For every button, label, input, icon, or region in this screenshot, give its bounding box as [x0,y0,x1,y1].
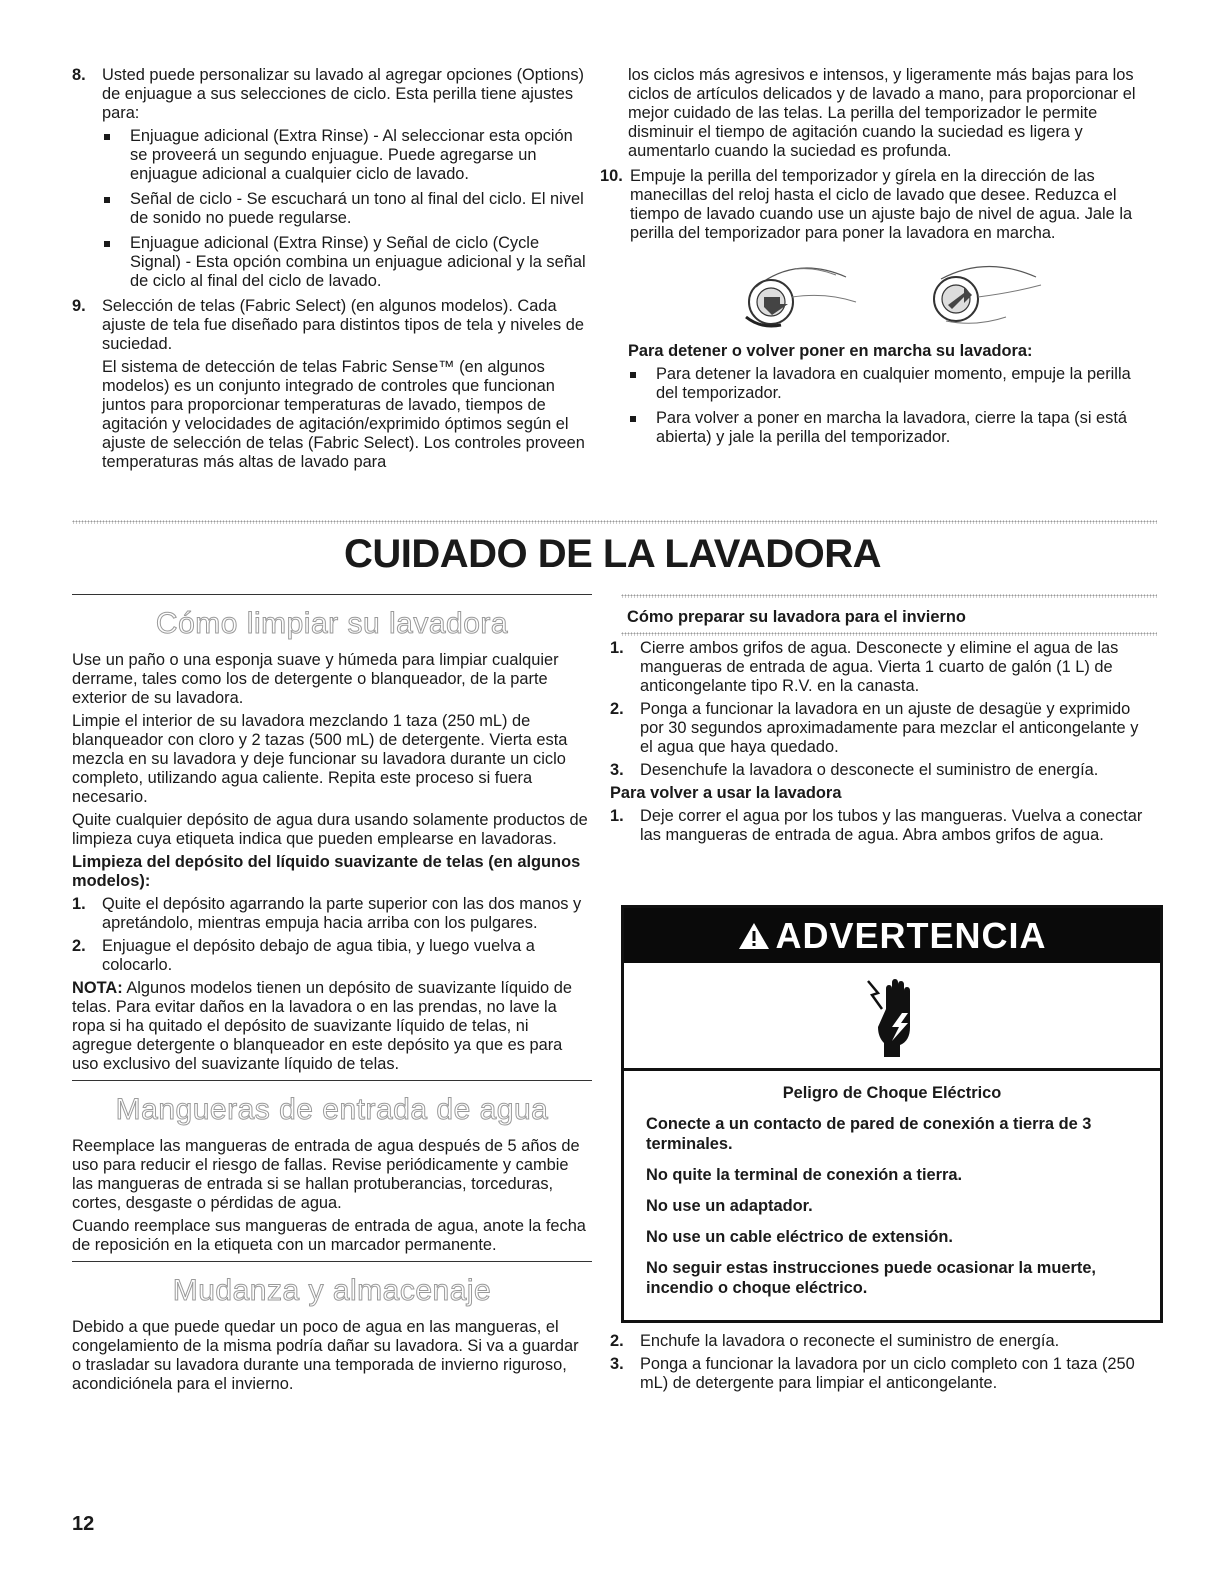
list-item [72,937,592,975]
note [72,979,592,1074]
top-left-column [72,66,592,476]
item-text: Cierre ambos grifos de agua. Desconecte y elimine el agua de las mangueras de entrada de agua. Vierta 1 cuarto de galón (1 L) de anticongelante tipo R.V. en la canasta. [640,639,1119,695]
list-item [72,895,592,933]
item-number: 10. [600,167,623,185]
item-number: 2. [610,700,624,718]
reuse-heading: Para volver a usar la lavadora [610,784,842,802]
item-number: 2. [610,1332,624,1350]
heading-rule-bottom [621,632,1157,636]
list-item [610,1355,1155,1393]
pull-knob-icon [916,257,1046,332]
hoses-heading: Mangueras de entrada de agua [115,1093,549,1126]
item-number: 8. [72,66,86,84]
paragraph: Limpie el interior de su lavadora mezclando 1 taza (250 mL) de blanqueador con cloro y 2 tazas (500 mL) de detergente. Vierta esta mezcla en su lavadora y deje funcionar su lavadora durante un ciclo completo, utilizando agua caliente. Repita este proceso si fuera necesario. [72,712,568,806]
note-label: NOTA: [72,979,123,997]
options-list [102,127,592,291]
paragraph: Use un paño o una esponja suave y húmeda para limpiar cualquier derrame, tales como los de detergente o blanqueador, de la parte exterior de su lavadora. [72,651,559,707]
list-item-8 [72,66,592,291]
shock-symbol [624,963,1160,1071]
top-right-column [600,66,1153,453]
paragraph: Cuando reemplace sus mangueras de entrada de agua, anote la fecha de reposición en la etiqueta con un marcador permanente. [72,1217,586,1254]
warning-triangle-icon [737,921,771,951]
warning-box [621,905,1163,1323]
dispenser-heading: Limpieza del depósito del líquido suavizante de telas (en algunos modelos): [72,853,581,890]
warning-line: No use un adaptador. [646,1197,813,1215]
item-text: Empuje la perilla del temporizador y gírela en la dirección de las manecillas del reloj hasta el ciclo de lavado que desee. Reduzca el tiempo de lavado cuando use un ajuste bajo de nivel de agua. Jale la perilla del temporizador para poner la lavadora en marcha. [630,167,1133,242]
item-number: 1. [610,639,624,657]
item-text: Ponga a funcionar la lavadora por un ciclo completo con 1 taza (250 mL) de detergente para limpiar el anticongelante. [640,1355,1135,1392]
section-divider [72,520,1157,524]
divider [72,594,592,595]
list-item: Señal de ciclo - Se escuchará un tono al final del ciclo. El nivel de sonido no puede regularse. [102,190,592,228]
divider [72,1080,592,1081]
section-title: CUIDADO DE LA LAVADORA [343,532,882,576]
list-item: Para volver a poner en marcha la lavadora, cierre la tapa (si está abierta) y jale la perilla del temporizador. [628,409,1153,447]
list-item [610,639,1155,696]
warning-body [624,1071,1160,1298]
item-number: 3. [610,761,624,779]
warning-line: No use un cable eléctrico de extensión. [646,1228,953,1246]
list-item [610,807,1155,845]
list-item: Enjuague adicional (Extra Rinse) - Al seleccionar esta opción se proveerá un segundo enjuague. Puede agregarse un enjuague adicional a cualquier ciclo de lavado. [102,127,592,184]
warning-line: Conecte a un contacto de pared de conexión a tierra de 3 terminales. [646,1115,1092,1153]
stop-restart-list [628,365,1153,447]
item-number: 3. [610,1355,624,1373]
moving-heading: Mudanza y almacenaje [172,1274,492,1307]
winter-heading: Cómo preparar su lavadora para el invierno [627,608,966,626]
item-text: Ponga a funcionar la lavadora en un ajuste de desagüe y exprimido por 30 segundos aproximadamente para mezclar el anticongelante y el agua que haya quedado. [640,700,1139,756]
stop-restart-heading: Para detener o volver poner en marcha su lavadora: [628,342,1033,360]
list-item-10 [600,167,1153,243]
bottom-left-column [72,594,592,1398]
warning-line: No seguir estas instrucciones puede ocasionar la muerte, incendio o choque eléctrico. [646,1259,1096,1297]
item-text: Enchufe la lavadora o reconecte el suministro de energía. [640,1332,1060,1350]
item-number: 2. [72,937,86,955]
continued-paragraph: los ciclos más agresivos e intensos, y ligeramente más bajas para los ciclos de artículos delicados y de lavado a mano, para proporcionar el mejor cuidado de las telas. La perilla del temporizador le permite disminuir el tiempo de agitación cuando la suciedad es ligera y aumentarlo cuando la suciedad es profunda. [628,66,1136,160]
list-item [610,761,1155,780]
warning-title: ADVERTENCIA [775,914,1047,956]
hazard-title: Peligro de Choque Eléctrico [782,1084,1002,1102]
note-text: Algunos modelos tienen un depósito de suavizante líquido de telas. Para evitar daños en la lavadora o en las prendas, no lave la ropa si ha quitado el depósito de suavizante líquido de telas, ni agregue detergente o blanqueador en este depósito ya que es para uso exclusivo del suavizante líquido de telas. [72,979,572,1073]
item-number: 1. [610,807,624,825]
item-text: Selección de telas (Fabric Select) (en algunos modelos). Cada ajuste de tela fue diseñado para distintos tipos de tela y niveles de suciedad. [102,297,585,353]
list-item: Para detener la lavadora en cualquier momento, empuje la perilla del temporizador. [628,365,1153,403]
warning-header [624,908,1160,963]
item-text: Deje correr el agua por los tubos y las mangueras. Vuelva a conectar las mangueras de entrada de agua. Abra ambos grifos de agua. [640,807,1143,844]
electric-shock-hand-icon [862,971,922,1061]
item-text: Enjuague el depósito debajo de agua tibia, y luego vuelva a colocarlo. [102,937,535,974]
item-number: 9. [72,297,86,315]
divider [72,1261,592,1262]
paragraph: Debido a que puede quedar un poco de agua en las mangueras, el congelamiento de la misma podría dañar su lavadora. Si va a guardar o trasladar su lavadora durante una temporada de invierno riguroso, acondiciónela para el invierno. [72,1318,579,1393]
item-number: 1. [72,895,86,913]
knob-illustrations [628,257,1153,332]
paragraph: Quite cualquier depósito de agua dura usando solamente productos de limpieza cuya etiqueta indica que pueden emplearse en lavadoras. [72,811,588,848]
item-text: Desenchufe la lavadora o desconecte el suministro de energía. [640,761,1099,779]
page-number: 12 [72,1513,95,1535]
list-item [610,1332,1155,1351]
cleaning-heading: Cómo limpiar su lavadora [155,607,509,640]
list-item: Enjuague adicional (Extra Rinse) y Señal de ciclo (Cycle Signal) - Esta opción combina un enjuague adicional y la señal de ciclo al final del ciclo de lavado. [102,234,592,291]
warning-line: No quite la terminal de conexión a tierra. [646,1166,963,1184]
paragraph: Reemplace las mangueras de entrada de agua después de 5 años de uso para reducir el riesgo de fallas. Revise periódicamente y cambie las mangueras de entrada si se hallan protuberancias, torceduras, cortes, desgaste o pérdidas de agua. [72,1137,580,1212]
after-warning-steps [610,1332,1155,1397]
push-knob-icon [736,257,866,332]
item-paragraph: El sistema de detección de telas Fabric Sense™ (en algunos modelos) es un conjunto integrado de controles que funcionan juntos para proporcionar temperaturas de lavado, tiempos de agitación y velocidades de agitación/exprimido óptimos según el ajuste de selección de telas (Fabric Select). Los controles proveen temperaturas más altas de lavado para [102,358,585,471]
item-text: Quite el depósito agarrando la parte superior con las dos manos y apretándolo, mientras empuja hacia arriba con los pulgares. [102,895,582,932]
item-text: Usted puede personalizar su lavado al agregar opciones (Options) de enjuague a sus selecciones de ciclo. Esta perilla tiene ajustes para: [102,66,584,122]
list-item [610,700,1155,757]
list-item-9 [72,297,592,472]
